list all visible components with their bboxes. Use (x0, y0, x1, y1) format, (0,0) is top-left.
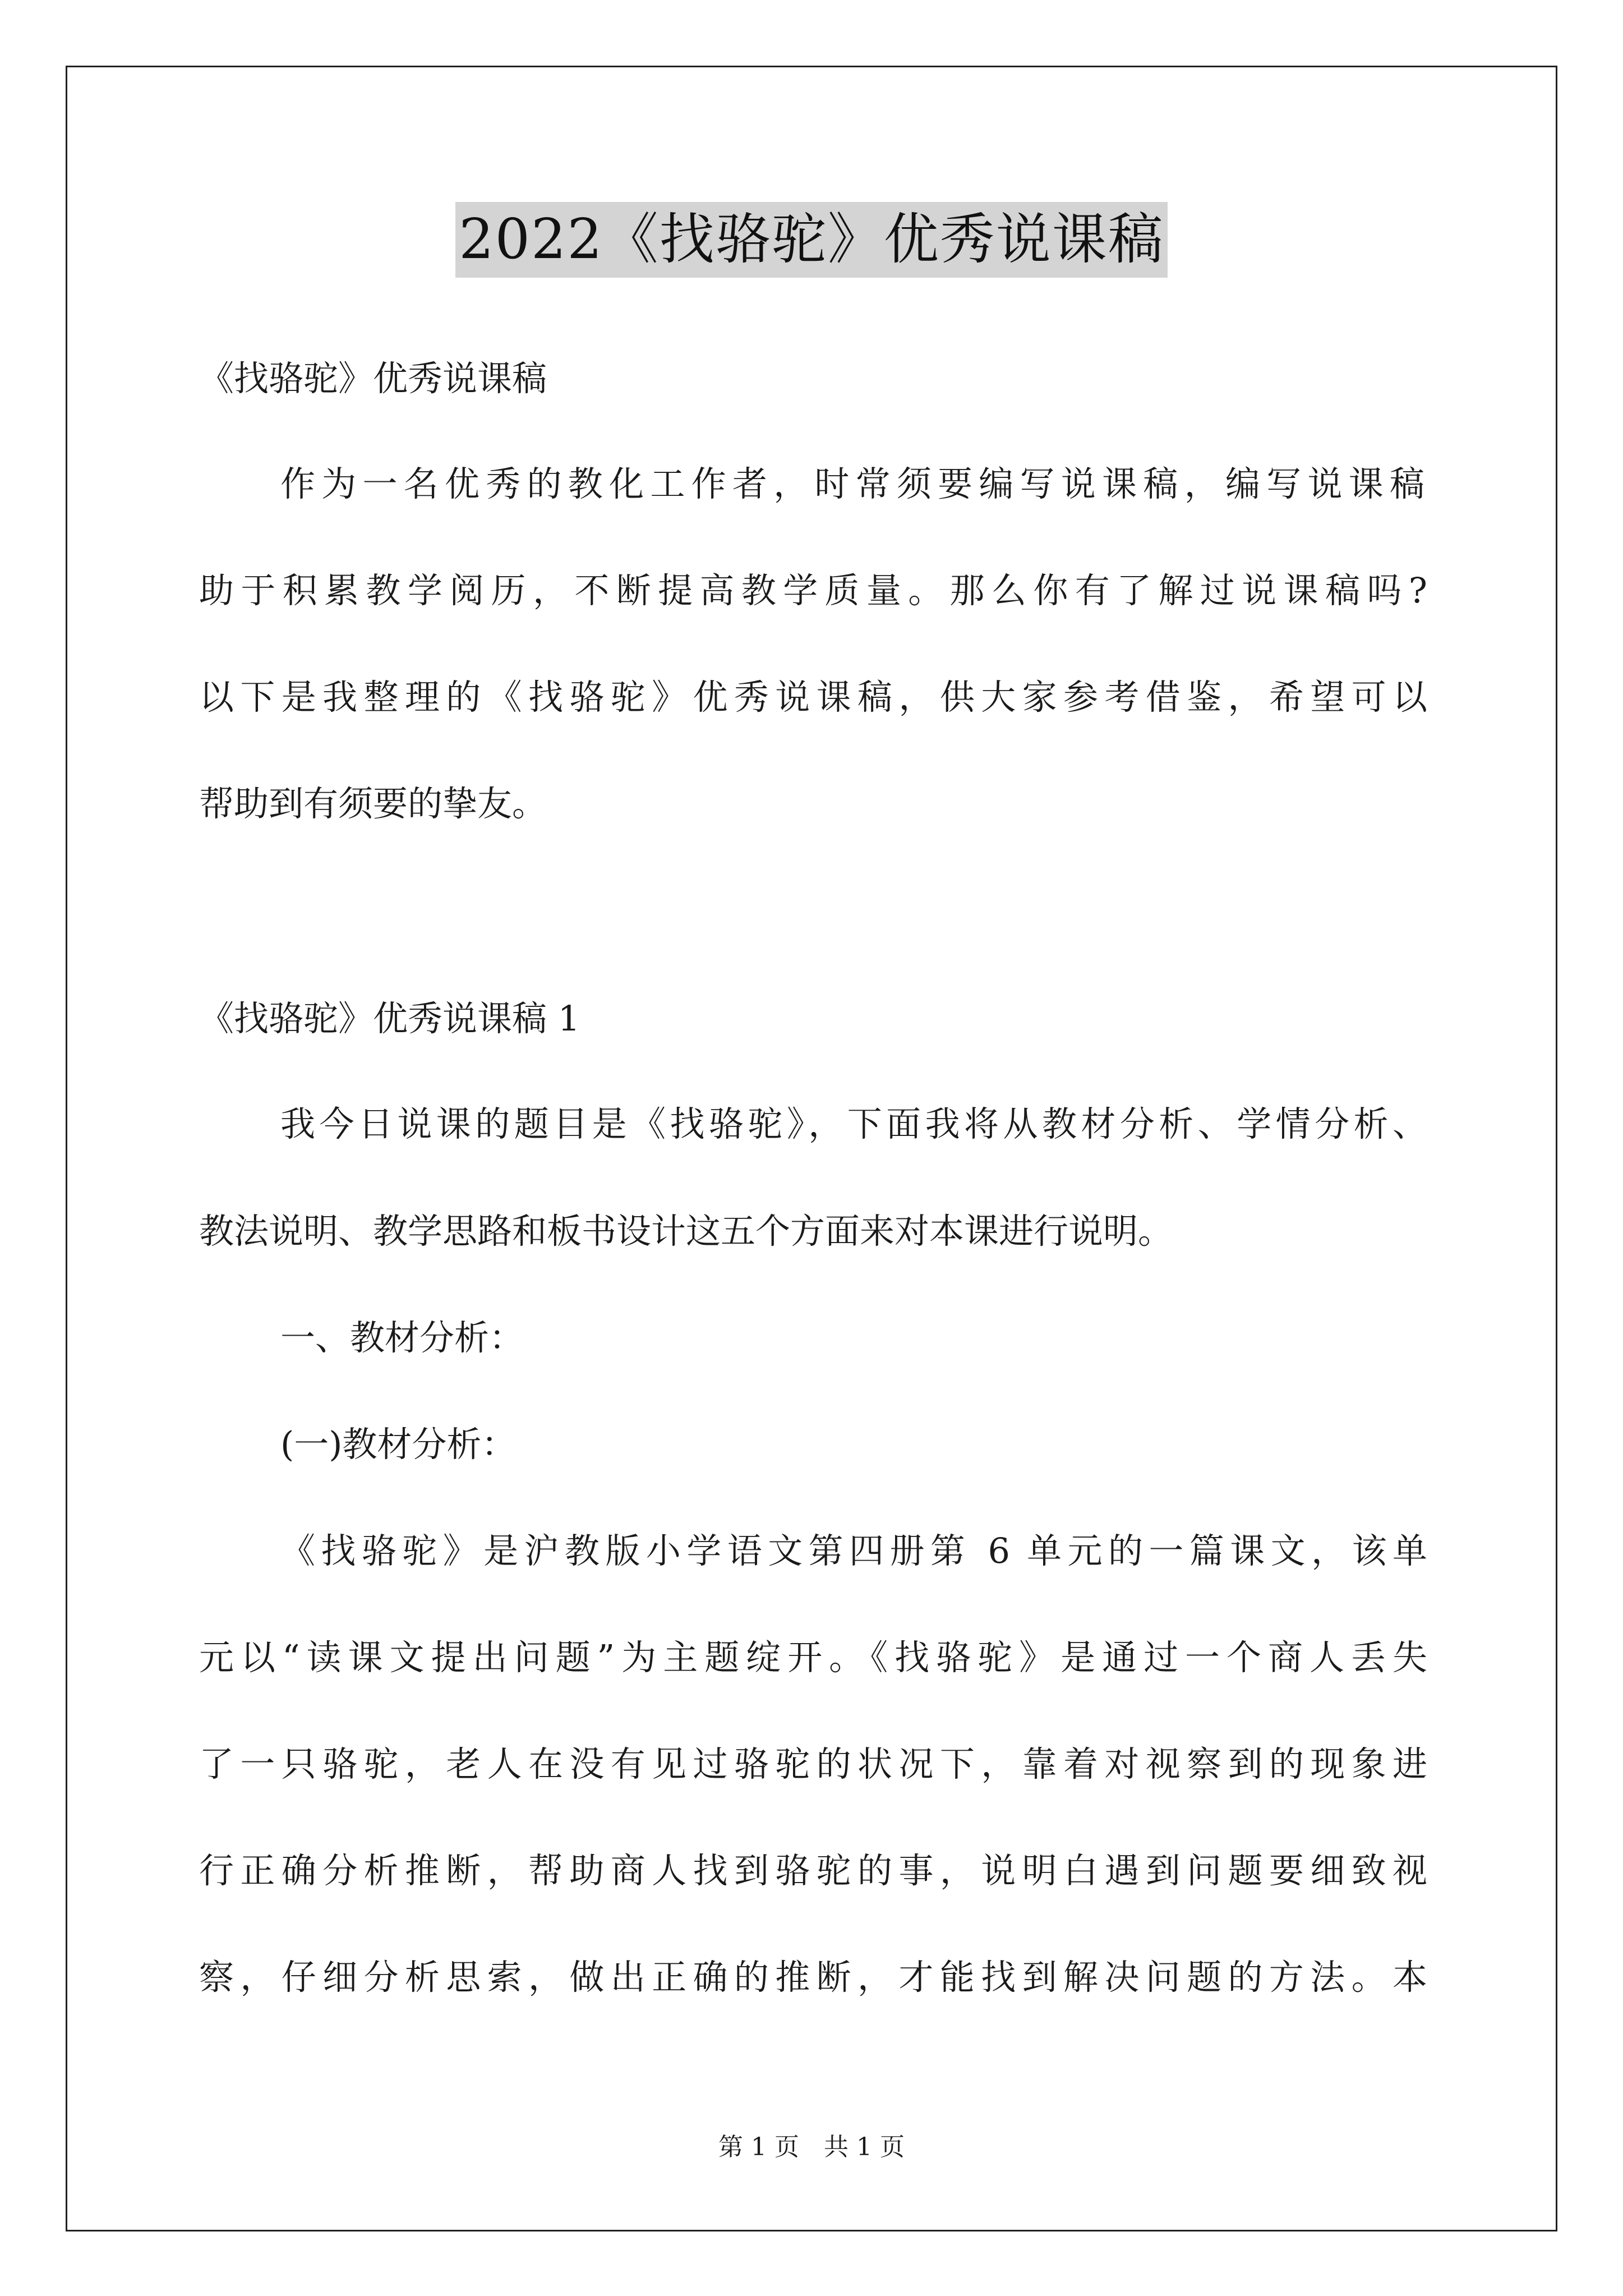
subtitle: 《找骆驼》优秀说课稿 (199, 358, 547, 399)
subsection-heading: 一、教材分析： (280, 1317, 524, 1358)
paragraph-line: 察，仔细分析思索，做出正确的推断，才能找到解决问题的方法。本 (199, 1957, 1427, 1998)
paragraph-line: 帮助到有须要的挚友。 (199, 783, 547, 824)
paragraph-line: 我今日说课的题目是《找骆驼》，下面我将从教材分析、学情分析、 (280, 1103, 1427, 1144)
paragraph-line: 作为一名优秀的教化工作者，时常须要编写说课稿，编写说课稿 (280, 463, 1424, 504)
subsection-heading: (一)教材分析： (280, 1424, 517, 1465)
paragraph-line: 《找骆驼》是沪教版小学语文第四册第 6 单元的一篇课文，该单 (280, 1530, 1427, 1571)
page-footer: 第 1 页 共 1 页 (718, 2133, 905, 2161)
paragraph-line: 以下是我整理的《找骆驼》优秀说课稿，供大家参考借鉴，希望可以 (199, 677, 1427, 717)
paragraph-line: 教法说明、教学思路和板书设计这五个方面来对本课进行说明。 (199, 1211, 1173, 1251)
paragraph-line: 元以“读课文提出问题”为主题绽开。《找骆驼》是通过一个商人丢失 (199, 1637, 1427, 1678)
paragraph-line: 助于积累教学阅历，不断提高教学质量。那么你有了解过说课稿吗? (199, 570, 1427, 611)
document-title: 2022《找骆驼》优秀说课稿 (455, 202, 1167, 278)
paragraph-line: 行正确分析推断，帮助商人找到骆驼的事，说明白遇到问题要细致视 (199, 1850, 1427, 1891)
paragraph-line: 了一只骆驼，老人在没有见过骆驼的状况下，靠着对视察到的现象进 (199, 1743, 1427, 1784)
title-container (0, 202, 1623, 278)
section-heading: 《找骆驼》优秀说课稿 1 (199, 998, 580, 1039)
